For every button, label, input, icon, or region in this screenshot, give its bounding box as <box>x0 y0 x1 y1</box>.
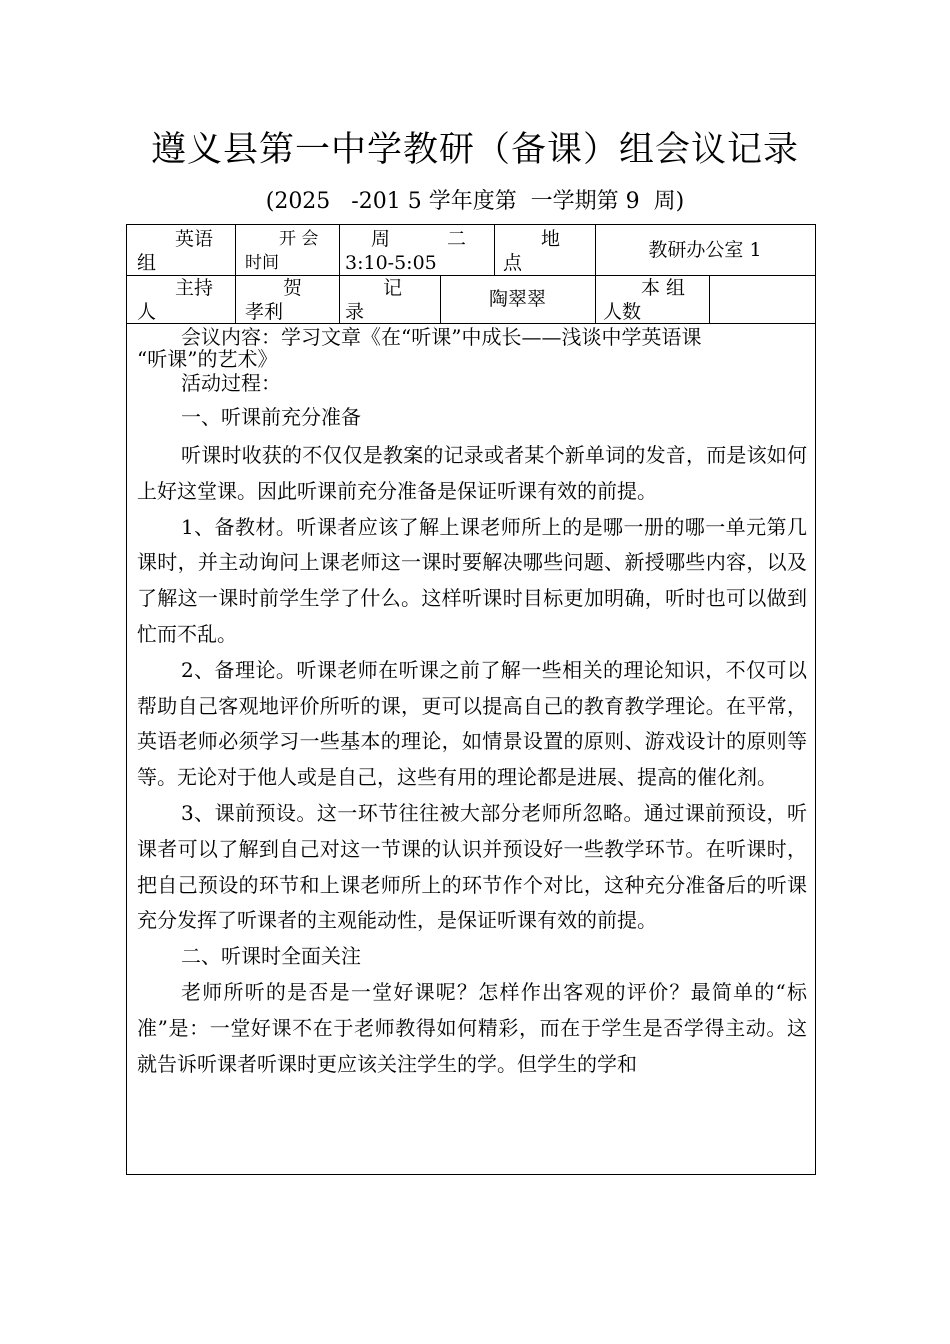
row-divider <box>127 323 815 324</box>
meeting-content <box>137 326 807 1082</box>
place-label: 地 点 <box>503 228 561 274</box>
cell-divider <box>235 225 236 275</box>
cell-divider <box>494 225 495 275</box>
meeting-time-value: 周 二 3:10-5:05 <box>345 228 467 274</box>
host-label: 主持 人 <box>137 277 214 323</box>
paragraph: 1、备教材。听课者应该了解上课老师所上的是哪一册的哪一单元第几课时，并主动询问上课老师这一课时要解决哪些问题、新授哪些内容，以及了解这一课时前学生学了什么。这样听课时目标更加明确，听时也可以做到忙而不乱。 <box>137 514 807 646</box>
cell-divider <box>595 275 596 323</box>
meeting-record-table <box>126 224 816 1175</box>
recorder-label: 记 录 <box>345 277 403 323</box>
place-value: 教研办公室 1 <box>648 239 762 261</box>
cell-divider <box>339 225 340 275</box>
recorder-value: 陶翠翠 <box>488 288 546 310</box>
section-heading: 一、听课前充分准备 <box>181 405 361 429</box>
row-divider <box>127 275 815 276</box>
cell-divider <box>709 275 710 323</box>
paragraph: 听课时收获的不仅仅是教案的记录或者某个新单词的发音，而是该如何上好这堂课。因此听课前充分准备是保证听课有效的前提。 <box>137 443 807 503</box>
process-label: 活动过程： <box>181 371 281 395</box>
meeting-time-label: 开 会 时间 <box>245 229 319 273</box>
page-subtitle: (2025 -201 5 学年度第 一学期第 9 周) <box>265 189 685 214</box>
paragraph: 2、备理论。听课老师在听课之前了解一些相关的理论知识，不仅可以帮助自己客观地评价所听的课，更可以提高自己的教育教学理论。在平常，英语老师必须学习一些基本的理论，如情景设置的原则、游戏设计的原则等等。无论对于他人或是自己，这些有用的理论都是进展、提高的催化剂。 <box>137 657 807 790</box>
section-heading: 二、听课时全面关注 <box>181 944 361 969</box>
cell-divider <box>235 275 236 323</box>
topic-line: 会议内容：学习文章《在“听课”中成长——浅谈中学英语课 <box>181 325 702 349</box>
host-value: 贺 孝利 <box>245 277 303 323</box>
topic-line: “听课”的艺术》 <box>137 347 278 371</box>
member-count-label: 本 组 人数 <box>603 277 686 323</box>
paragraph: 老师所听的是否是一堂好课呢？怎样作出客观的评价？最简单的“标准”是：一堂好课不在于老师教得如何精彩，而在于学生是否学得主动。这就告诉听课者听课时更应该关注学生的学。但学生的学和 <box>137 979 807 1076</box>
cell-divider <box>339 275 340 323</box>
page-title: 遵义县第一中学教研（备课）组会议记录 <box>150 130 799 170</box>
group-label: 英语 组 <box>137 228 214 274</box>
paragraph: 3、课前预设。这一环节往往被大部分老师所忽略。通过课前预设，听课者可以了解到自己对这一节课的认识并预设好一些教学环节。在听课时，把自己预设的环节和上课老师所上的环节作个对比，这种充分准备后的听课充分发挥了听课者的主观能动性，是保证听课有效的前提。 <box>137 800 807 933</box>
